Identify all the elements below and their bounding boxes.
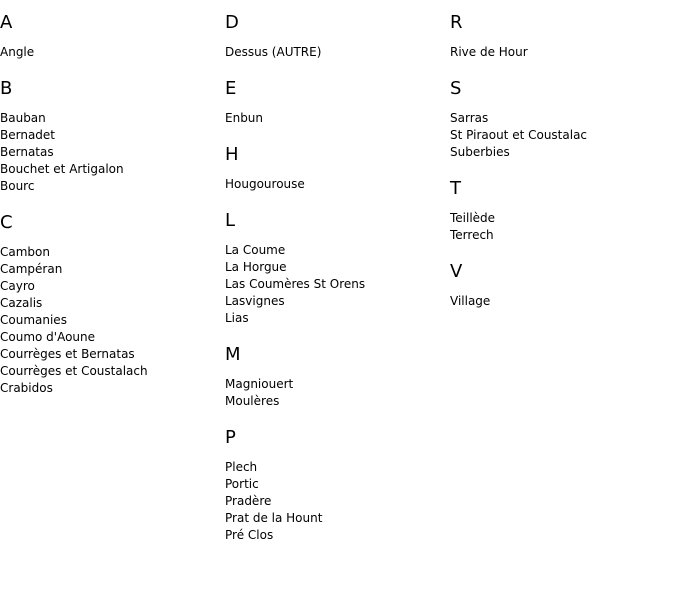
group-letter-heading: T xyxy=(450,178,461,199)
place-link[interactable]: Dessus (AUTRE) xyxy=(225,45,322,59)
place-link[interactable]: Rive de Hour xyxy=(450,45,528,59)
place-list-item xyxy=(450,127,675,144)
place-list xyxy=(450,293,675,310)
place-list-item xyxy=(0,127,225,144)
place-list-item xyxy=(225,242,450,259)
place-list-item xyxy=(450,293,675,310)
place-link[interactable]: Prat de la Hount xyxy=(225,511,323,525)
index-column-3 xyxy=(450,12,675,327)
place-link[interactable]: Terrech xyxy=(450,228,494,242)
place-link[interactable]: Lasvignes xyxy=(225,294,285,308)
place-list xyxy=(0,244,225,397)
group-letter-heading: V xyxy=(450,261,463,282)
place-link[interactable]: Bouchet et Artigalon xyxy=(0,162,124,176)
place-list-item xyxy=(450,44,675,61)
place-link[interactable]: St Piraout et Coustalac xyxy=(450,128,588,142)
place-list-item xyxy=(0,312,225,329)
place-list-item xyxy=(0,261,225,278)
place-link[interactable]: Moulères xyxy=(225,394,280,408)
letter-group-c xyxy=(0,212,225,397)
letter-group-s xyxy=(450,78,675,161)
place-list-item xyxy=(450,144,675,161)
group-letter-heading: L xyxy=(225,210,236,231)
place-list xyxy=(450,44,675,61)
place-list-item xyxy=(0,44,225,61)
letter-group-b xyxy=(0,78,225,195)
place-list-item xyxy=(225,310,450,327)
place-link[interactable]: Courrèges et Coustalach xyxy=(0,364,148,378)
place-list-item xyxy=(450,227,675,244)
letter-group-p xyxy=(225,427,450,544)
group-letter-heading: E xyxy=(225,78,237,99)
place-link[interactable]: Coumanies xyxy=(0,313,67,327)
place-list-item xyxy=(450,110,675,127)
place-list-item xyxy=(0,295,225,312)
place-list-item xyxy=(0,278,225,295)
place-list-item xyxy=(225,110,450,127)
place-link[interactable]: Bernadet xyxy=(0,128,56,142)
group-letter-heading: H xyxy=(225,144,239,165)
place-list xyxy=(225,176,450,193)
index-column-1 xyxy=(0,12,225,414)
place-link[interactable]: Enbun xyxy=(225,111,264,125)
place-link[interactable]: Lias xyxy=(225,311,249,325)
place-link[interactable]: Sarras xyxy=(450,111,489,125)
place-link[interactable]: Village xyxy=(450,294,491,308)
place-list-item xyxy=(450,210,675,227)
place-link[interactable]: Las Coumères St Orens xyxy=(225,277,366,291)
group-letter-heading: P xyxy=(225,427,236,448)
group-letter-heading: C xyxy=(0,212,13,233)
place-list-item xyxy=(225,44,450,61)
place-list-item xyxy=(225,259,450,276)
place-list-item xyxy=(225,510,450,527)
place-list-item xyxy=(225,293,450,310)
place-list-item xyxy=(0,346,225,363)
place-link[interactable]: Suberbies xyxy=(450,145,510,159)
place-list-item xyxy=(0,329,225,346)
place-link[interactable]: La Coume xyxy=(225,243,286,257)
letter-group-r xyxy=(450,12,675,61)
place-list-item xyxy=(0,144,225,161)
place-link[interactable]: Coumo d'Aoune xyxy=(0,330,96,344)
place-list-item xyxy=(225,527,450,544)
place-list-item xyxy=(225,276,450,293)
place-list xyxy=(225,459,450,544)
place-link[interactable]: Campéran xyxy=(0,262,63,276)
place-link[interactable]: Pradère xyxy=(225,494,272,508)
place-link[interactable]: Bourc xyxy=(0,179,35,193)
letter-group-v xyxy=(450,261,675,310)
place-link[interactable]: La Horgue xyxy=(225,260,287,274)
letter-group-e xyxy=(225,78,450,127)
place-link[interactable]: Bauban xyxy=(0,111,46,125)
group-letter-heading: S xyxy=(450,78,462,99)
place-list-item xyxy=(225,476,450,493)
group-letter-heading: A xyxy=(0,12,13,33)
group-letter-heading: R xyxy=(450,12,463,33)
place-link[interactable]: Courrèges et Bernatas xyxy=(0,347,135,361)
index-column-2 xyxy=(225,12,450,561)
group-letter-heading: B xyxy=(0,78,13,99)
place-link[interactable]: Hougourouse xyxy=(225,177,305,191)
place-list xyxy=(450,210,675,244)
place-list-item xyxy=(0,244,225,261)
place-list-item xyxy=(0,380,225,397)
place-link[interactable]: Bernatas xyxy=(0,145,54,159)
place-link[interactable]: Cazalis xyxy=(0,296,43,310)
group-letter-heading: D xyxy=(225,12,239,33)
place-list-item xyxy=(225,176,450,193)
letter-group-d xyxy=(225,12,450,61)
place-list xyxy=(225,242,450,327)
place-list-item xyxy=(225,459,450,476)
place-link[interactable]: Magniouert xyxy=(225,377,294,391)
place-link[interactable]: Cayro xyxy=(0,279,35,293)
place-link[interactable]: Pré Clos xyxy=(225,528,274,542)
letter-group-a xyxy=(0,12,225,61)
place-list-item xyxy=(225,393,450,410)
letter-group-t xyxy=(450,178,675,244)
place-list xyxy=(225,110,450,127)
place-list xyxy=(225,44,450,61)
letter-group-m xyxy=(225,344,450,410)
place-list-item xyxy=(0,161,225,178)
place-list xyxy=(450,110,675,161)
place-list xyxy=(0,44,225,61)
place-list-item xyxy=(0,178,225,195)
letter-group-h xyxy=(225,144,450,193)
place-list xyxy=(225,376,450,410)
place-link[interactable]: Angle xyxy=(0,45,35,59)
place-list-item xyxy=(225,376,450,393)
letter-group-l xyxy=(225,210,450,327)
place-link[interactable]: Plech xyxy=(225,460,258,474)
place-list-item xyxy=(0,363,225,380)
place-list xyxy=(0,110,225,195)
place-link[interactable]: Teillède xyxy=(450,211,496,225)
place-link[interactable]: Cambon xyxy=(0,245,50,259)
place-link[interactable]: Portic xyxy=(225,477,259,491)
place-link[interactable]: Crabidos xyxy=(0,381,53,395)
group-letter-heading: M xyxy=(225,344,241,365)
place-list-item xyxy=(0,110,225,127)
place-list-item xyxy=(225,493,450,510)
